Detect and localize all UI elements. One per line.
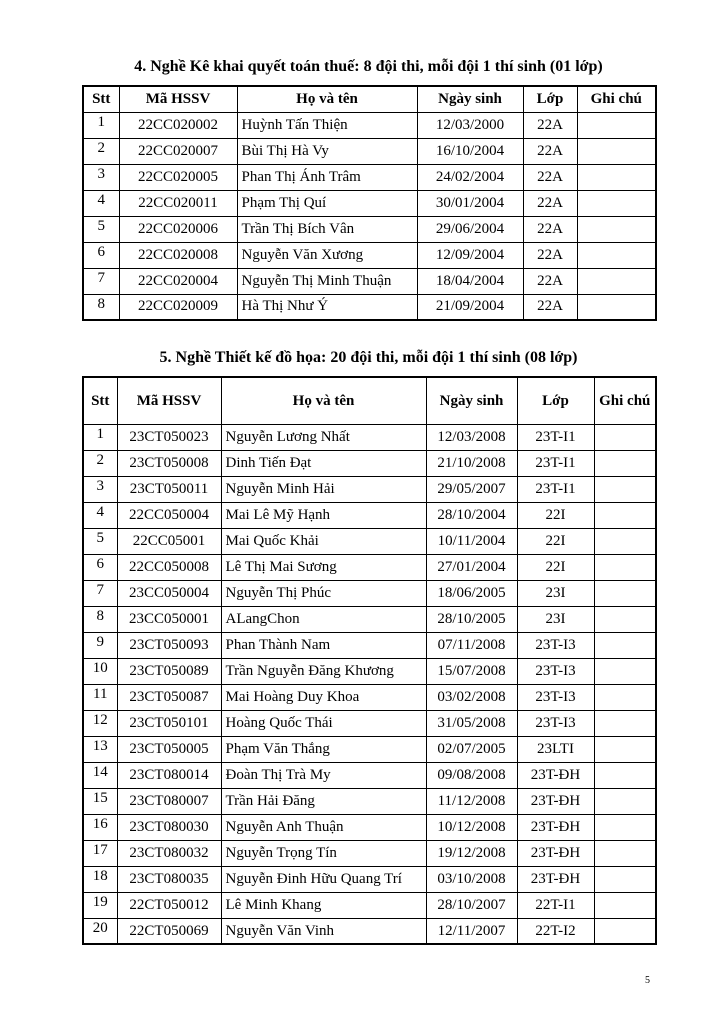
cell-ngay-sinh: 24/02/2004	[417, 164, 523, 190]
cell-stt: 7	[83, 268, 119, 294]
page-number: 5	[645, 975, 650, 986]
cell-lop: 22A	[523, 164, 577, 190]
cell-lop: 22A	[523, 216, 577, 242]
cell-lop: 22T-I1	[517, 892, 594, 918]
cell-lop: 23T-I1	[517, 450, 594, 476]
cell-ma-hssv: 23CT050087	[117, 684, 221, 710]
table-row	[83, 866, 656, 892]
column-header-ghi-chu: Ghi chú	[594, 377, 656, 424]
table-row	[83, 216, 656, 242]
section-contest-4	[82, 0, 655, 321]
cell-ghi-chu	[594, 502, 656, 528]
cell-ma-hssv: 23CT080007	[117, 788, 221, 814]
cell-ho-va-ten: Nguyễn Minh Hải	[221, 476, 426, 502]
column-header-lop: Lớp	[517, 377, 594, 424]
cell-ghi-chu	[594, 658, 656, 684]
table-row	[83, 528, 656, 554]
cell-lop: 22A	[523, 138, 577, 164]
table-row	[83, 606, 656, 632]
cell-ma-hssv: 22CC020004	[119, 268, 237, 294]
cell-ghi-chu	[594, 866, 656, 892]
cell-ghi-chu	[594, 840, 656, 866]
cell-stt: 11	[83, 684, 117, 710]
table-row	[83, 554, 656, 580]
cell-ngay-sinh: 19/12/2008	[426, 840, 517, 866]
table2-title: 5. Nghề Thiết kế đồ họa: 20 đội thi, mỗi đội 1 thí sinh (08 lớp)	[159, 349, 578, 367]
column-header-stt: Stt	[83, 377, 117, 424]
cell-stt: 8	[83, 606, 117, 632]
table1-title: 4. Nghề Kê khai quyết toán thuế: 8 đội thi, mỗi đội 1 thí sinh (01 lớp)	[134, 58, 603, 75]
cell-lop: 22I	[517, 528, 594, 554]
cell-ngay-sinh: 31/05/2008	[426, 710, 517, 736]
table-row	[83, 190, 656, 216]
cell-ma-hssv: 22CC050004	[117, 502, 221, 528]
table-row	[83, 164, 656, 190]
cell-ma-hssv: 23CC050004	[117, 580, 221, 606]
cell-ngay-sinh: 18/06/2005	[426, 580, 517, 606]
cell-ho-va-ten: Nguyễn Thị Phúc	[221, 580, 426, 606]
header-row	[83, 377, 656, 424]
cell-ma-hssv: 22CC020006	[119, 216, 237, 242]
table-row	[83, 658, 656, 684]
cell-ghi-chu	[594, 450, 656, 476]
cell-lop: 23T-I3	[517, 632, 594, 658]
cell-ho-va-ten: Nguyễn Lương Nhất	[221, 424, 426, 450]
table-contest-4	[82, 85, 657, 321]
table-row	[83, 502, 656, 528]
cell-lop: 22A	[523, 112, 577, 138]
cell-ghi-chu	[594, 476, 656, 502]
table-row	[83, 892, 656, 918]
cell-ngay-sinh: 30/01/2004	[417, 190, 523, 216]
cell-ghi-chu	[577, 268, 656, 294]
cell-ngay-sinh: 10/11/2004	[426, 528, 517, 554]
column-header-ho-va-ten: Họ và tên	[221, 377, 426, 424]
cell-ngay-sinh: 12/03/2000	[417, 112, 523, 138]
cell-stt: 4	[83, 190, 119, 216]
header-row	[83, 86, 656, 112]
cell-ho-va-ten: Mai Quốc Khải	[221, 528, 426, 554]
cell-stt: 9	[83, 632, 117, 658]
cell-lop: 23T-I1	[517, 424, 594, 450]
column-header-ngay-sinh: Ngày sinh	[426, 377, 517, 424]
cell-ma-hssv: 22CT050012	[117, 892, 221, 918]
table-row	[83, 580, 656, 606]
cell-ho-va-ten: Phạm Văn Thắng	[221, 736, 426, 762]
cell-ghi-chu	[577, 242, 656, 268]
cell-ma-hssv: 23CT050101	[117, 710, 221, 736]
cell-ho-va-ten: Phan Thị Ánh Trâm	[237, 164, 417, 190]
cell-ho-va-ten: Mai Lê Mỹ Hạnh	[221, 502, 426, 528]
cell-ho-va-ten: Nguyễn Văn Xương	[237, 242, 417, 268]
cell-ma-hssv: 23CT080014	[117, 762, 221, 788]
cell-ghi-chu	[594, 892, 656, 918]
page-content	[82, 0, 655, 945]
table-row	[83, 424, 656, 450]
cell-stt: 6	[83, 242, 119, 268]
cell-ghi-chu	[577, 216, 656, 242]
cell-stt: 4	[83, 502, 117, 528]
cell-ngay-sinh: 07/11/2008	[426, 632, 517, 658]
section-contest-5	[82, 321, 655, 945]
cell-ghi-chu	[594, 606, 656, 632]
cell-ho-va-ten: Huỳnh Tấn Thiện	[237, 112, 417, 138]
cell-lop: 22I	[517, 554, 594, 580]
table-row	[83, 476, 656, 502]
cell-lop: 23I	[517, 580, 594, 606]
cell-ghi-chu	[594, 918, 656, 944]
cell-ho-va-ten: Hoàng Quốc Thái	[221, 710, 426, 736]
cell-ngay-sinh: 16/10/2004	[417, 138, 523, 164]
cell-ma-hssv: 22CC020007	[119, 138, 237, 164]
cell-ho-va-ten: Nguyễn Trọng Tín	[221, 840, 426, 866]
cell-ghi-chu	[577, 164, 656, 190]
cell-ghi-chu	[594, 528, 656, 554]
cell-lop: 22T-I2	[517, 918, 594, 944]
cell-ma-hssv: 22CC050008	[117, 554, 221, 580]
cell-stt: 13	[83, 736, 117, 762]
cell-ma-hssv: 22CC05001	[117, 528, 221, 554]
cell-ghi-chu	[594, 814, 656, 840]
column-header-ghi-chu: Ghi chú	[577, 86, 656, 112]
cell-ma-hssv: 22CC020009	[119, 294, 237, 320]
cell-lop: 23T-ĐH	[517, 866, 594, 892]
table-row	[83, 788, 656, 814]
cell-ho-va-ten: Trần Nguyễn Đăng Khương	[221, 658, 426, 684]
cell-stt: 15	[83, 788, 117, 814]
cell-ngay-sinh: 27/01/2004	[426, 554, 517, 580]
cell-lop: 23T-I3	[517, 710, 594, 736]
cell-lop: 23I	[517, 606, 594, 632]
cell-lop: 23T-ĐH	[517, 840, 594, 866]
cell-stt: 3	[83, 164, 119, 190]
table-row	[83, 736, 656, 762]
table-row	[83, 918, 656, 944]
cell-ma-hssv: 23CC050001	[117, 606, 221, 632]
cell-lop: 22I	[517, 502, 594, 528]
cell-stt: 5	[83, 528, 117, 554]
cell-stt: 1	[83, 112, 119, 138]
cell-ghi-chu	[594, 684, 656, 710]
cell-ho-va-ten: ALangChon	[221, 606, 426, 632]
cell-stt: 12	[83, 710, 117, 736]
cell-ho-va-ten: Nguyễn Thị Minh Thuận	[237, 268, 417, 294]
cell-stt: 20	[83, 918, 117, 944]
cell-lop: 23T-I3	[517, 658, 594, 684]
cell-stt: 19	[83, 892, 117, 918]
cell-ghi-chu	[594, 788, 656, 814]
cell-lop: 23T-ĐH	[517, 788, 594, 814]
cell-ma-hssv: 23CT050089	[117, 658, 221, 684]
cell-ma-hssv: 22CC020002	[119, 112, 237, 138]
cell-stt: 3	[83, 476, 117, 502]
cell-ma-hssv: 23CT050093	[117, 632, 221, 658]
cell-lop: 23T-I1	[517, 476, 594, 502]
column-header-ngay-sinh: Ngày sinh	[417, 86, 523, 112]
cell-ghi-chu	[594, 632, 656, 658]
table-row	[83, 112, 656, 138]
cell-ngay-sinh: 28/10/2007	[426, 892, 517, 918]
cell-ma-hssv: 22CT050069	[117, 918, 221, 944]
cell-stt: 16	[83, 814, 117, 840]
cell-ngay-sinh: 21/10/2008	[426, 450, 517, 476]
cell-ma-hssv: 23CT080032	[117, 840, 221, 866]
cell-ngay-sinh: 18/04/2004	[417, 268, 523, 294]
cell-ngay-sinh: 12/09/2004	[417, 242, 523, 268]
table-row	[83, 450, 656, 476]
cell-ho-va-ten: Lê Thị Mai Sương	[221, 554, 426, 580]
cell-ngay-sinh: 28/10/2005	[426, 606, 517, 632]
cell-ho-va-ten: Dinh Tiến Đạt	[221, 450, 426, 476]
cell-ho-va-ten: Bùi Thị Hà Vy	[237, 138, 417, 164]
column-header-ho-va-ten: Họ và tên	[237, 86, 417, 112]
column-header-ma-hssv: Mã HSSV	[119, 86, 237, 112]
cell-lop: 23LTI	[517, 736, 594, 762]
column-header-ma-hssv: Mã HSSV	[117, 377, 221, 424]
cell-lop: 23T-ĐH	[517, 814, 594, 840]
cell-ghi-chu	[594, 710, 656, 736]
table-row	[83, 814, 656, 840]
cell-ma-hssv: 23CT080035	[117, 866, 221, 892]
cell-ghi-chu	[577, 190, 656, 216]
cell-ghi-chu	[594, 736, 656, 762]
cell-ho-va-ten: Nguyễn Đinh Hữu Quang Trí	[221, 866, 426, 892]
cell-ngay-sinh: 12/11/2007	[426, 918, 517, 944]
cell-ho-va-ten: Lê Minh Khang	[221, 892, 426, 918]
cell-ma-hssv: 22CC020008	[119, 242, 237, 268]
cell-ngay-sinh: 29/05/2007	[426, 476, 517, 502]
cell-ghi-chu	[594, 580, 656, 606]
cell-ma-hssv: 22CC020005	[119, 164, 237, 190]
cell-ho-va-ten: Trần Hải Đăng	[221, 788, 426, 814]
cell-lop: 22A	[523, 294, 577, 320]
cell-ngay-sinh: 28/10/2004	[426, 502, 517, 528]
cell-ho-va-ten: Nguyễn Văn Vinh	[221, 918, 426, 944]
cell-stt: 18	[83, 866, 117, 892]
cell-ma-hssv: 23CT050023	[117, 424, 221, 450]
cell-lop: 22A	[523, 268, 577, 294]
cell-ma-hssv: 23CT050008	[117, 450, 221, 476]
cell-ma-hssv: 23CT080030	[117, 814, 221, 840]
cell-stt: 8	[83, 294, 119, 320]
cell-lop: 22A	[523, 190, 577, 216]
cell-ho-va-ten: Mai Hoàng Duy Khoa	[221, 684, 426, 710]
cell-ho-va-ten: Hà Thị Như Ý	[237, 294, 417, 320]
cell-ngay-sinh: 02/07/2005	[426, 736, 517, 762]
cell-ma-hssv: 23CT050005	[117, 736, 221, 762]
table-row	[83, 268, 656, 294]
cell-lop: 23T-I3	[517, 684, 594, 710]
cell-stt: 14	[83, 762, 117, 788]
table-row	[83, 710, 656, 736]
cell-ngay-sinh: 12/03/2008	[426, 424, 517, 450]
cell-ma-hssv: 22CC020011	[119, 190, 237, 216]
cell-stt: 10	[83, 658, 117, 684]
table-row	[83, 632, 656, 658]
cell-ngay-sinh: 21/09/2004	[417, 294, 523, 320]
cell-ho-va-ten: Phạm Thị Quí	[237, 190, 417, 216]
cell-lop: 23T-ĐH	[517, 762, 594, 788]
cell-ghi-chu	[594, 424, 656, 450]
cell-ghi-chu	[577, 138, 656, 164]
table-row	[83, 294, 656, 320]
cell-ngay-sinh: 09/08/2008	[426, 762, 517, 788]
table-row	[83, 762, 656, 788]
table-row	[83, 242, 656, 268]
table-row	[83, 840, 656, 866]
cell-stt: 1	[83, 424, 117, 450]
cell-stt: 6	[83, 554, 117, 580]
cell-ho-va-ten: Nguyễn Anh Thuận	[221, 814, 426, 840]
cell-stt: 7	[83, 580, 117, 606]
cell-ghi-chu	[594, 554, 656, 580]
table-row	[83, 138, 656, 164]
cell-ngay-sinh: 15/07/2008	[426, 658, 517, 684]
cell-stt: 5	[83, 216, 119, 242]
cell-stt: 17	[83, 840, 117, 866]
column-header-stt: Stt	[83, 86, 119, 112]
cell-ho-va-ten: Trần Thị Bích Vân	[237, 216, 417, 242]
table-contest-5	[82, 376, 657, 945]
cell-ngay-sinh: 03/10/2008	[426, 866, 517, 892]
cell-ghi-chu	[594, 762, 656, 788]
cell-ma-hssv: 23CT050011	[117, 476, 221, 502]
cell-stt: 2	[83, 450, 117, 476]
cell-ho-va-ten: Đoàn Thị Trà My	[221, 762, 426, 788]
cell-ghi-chu	[577, 112, 656, 138]
cell-lop: 22A	[523, 242, 577, 268]
cell-ngay-sinh: 29/06/2004	[417, 216, 523, 242]
cell-ngay-sinh: 10/12/2008	[426, 814, 517, 840]
cell-ghi-chu	[577, 294, 656, 320]
cell-stt: 2	[83, 138, 119, 164]
cell-ngay-sinh: 03/02/2008	[426, 684, 517, 710]
cell-ngay-sinh: 11/12/2008	[426, 788, 517, 814]
table-row	[83, 684, 656, 710]
cell-ho-va-ten: Phan Thành Nam	[221, 632, 426, 658]
column-header-lop: Lớp	[523, 86, 577, 112]
